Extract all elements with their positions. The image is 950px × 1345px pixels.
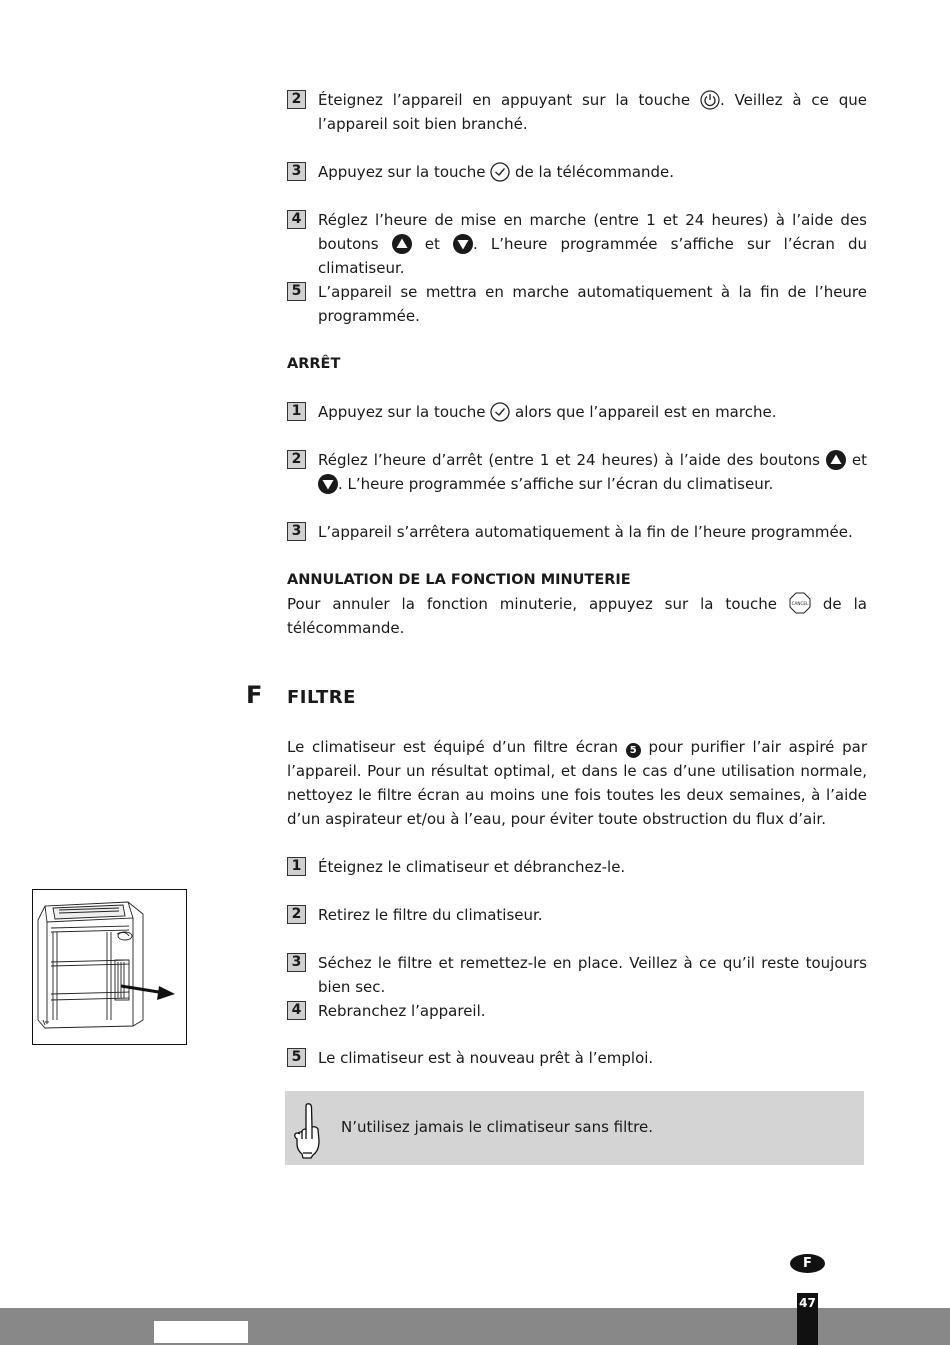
step-number: 4: [287, 1001, 306, 1020]
up-arrow-icon: [826, 450, 846, 470]
section-heading-annulation: ANNULATION DE LA FONCTION MINUTERIE: [287, 572, 631, 588]
step-text: L’appareil se mettra en marche automatiquement à la fin de l’heure programmée.: [318, 283, 867, 325]
step-text: de la télécommande.: [510, 163, 675, 181]
footer-white-block: [154, 1321, 248, 1343]
step-text: . L’heure programmée s’affiche sur l’écran du climatiseur.: [338, 475, 774, 493]
step-text: L’appareil s’arrêtera automatiquement à la fin de l’heure programmée.: [318, 523, 853, 541]
step-3-off: [287, 520, 867, 544]
step-text: . Veillez à ce que l’appareil soit bien branché.: [318, 91, 867, 133]
step-text: Appuyez sur la touche: [318, 403, 491, 421]
marker-5-icon: 5: [626, 743, 641, 758]
step-text: Appuyez sur la touche: [318, 163, 491, 181]
timer-icon: [490, 162, 510, 182]
step-number: 2: [287, 905, 306, 924]
section-heading-arret: ARRÊT: [287, 356, 341, 372]
step-number: 2: [287, 90, 306, 109]
filter-step-3: [287, 951, 867, 999]
step-1-off: [287, 400, 867, 424]
timer-icon: [490, 402, 510, 422]
step-number: 1: [287, 857, 306, 876]
step-number: 4: [287, 210, 306, 229]
down-arrow-icon: [453, 234, 473, 254]
filter-step-1: [287, 855, 867, 879]
step-5-on: [287, 280, 867, 328]
section-heading-filtre: FILTRE: [287, 687, 356, 708]
step-text: Éteignez le climatiseur et débranchez-le.: [318, 858, 626, 876]
step-4-on: [287, 208, 867, 280]
section-letter: F: [246, 681, 263, 709]
warning-box: [285, 1091, 864, 1165]
step-number: 1: [287, 402, 306, 421]
step-text: Retirez le filtre du climatiseur.: [318, 906, 543, 924]
step-number: 3: [287, 162, 306, 181]
step-number: 3: [287, 953, 306, 972]
step-number: 5: [287, 1048, 306, 1067]
air-conditioner-illustration: [33, 890, 185, 1043]
step-text: Réglez l’heure de mise en marche (entre 1 et 24 heures) à l’aide des boutons: [318, 211, 867, 253]
step-3-on: [287, 160, 867, 184]
annulation-text: [287, 592, 867, 640]
step-text: Éteignez l’appareil en appuyant sur la touche: [318, 91, 700, 109]
filter-removal-illustration: [32, 889, 187, 1045]
paragraph-text: Pour annuler la fonction minuterie, appuyez sur la touche: [287, 595, 789, 613]
filter-step-2: [287, 903, 867, 927]
step-2-off: [287, 448, 867, 496]
filtre-intro: [287, 735, 867, 831]
up-arrow-icon: [392, 234, 412, 254]
step-text: alors que l’appareil est en marche.: [510, 403, 777, 421]
step-text: Séchez le filtre et remettez-le en place. Veillez à ce qu’il reste toujours bien sec.: [318, 954, 867, 996]
step-text: Le climatiseur est à nouveau prêt à l’emploi.: [318, 1049, 654, 1067]
step-text: et: [845, 451, 867, 469]
language-badge: F: [790, 1254, 825, 1273]
step-text: . L’heure programmée s’affiche sur l’écran du climatiseur.: [318, 235, 868, 277]
paragraph-text: de la télécommande.: [287, 595, 867, 637]
warning-text: N’utilisez jamais le climatiseur sans filtre.: [341, 1118, 653, 1136]
page-number: 47: [797, 1293, 818, 1345]
step-text: Rebranchez l’appareil.: [318, 1002, 486, 1020]
cancel-icon-label: CANCEL: [791, 601, 809, 606]
power-icon: [700, 90, 720, 110]
step-text: Réglez l’heure d’arrêt (entre 1 et 24 heures) à l’aide des boutons: [318, 451, 826, 469]
down-arrow-icon: [318, 474, 338, 494]
step-number: 2: [287, 450, 306, 469]
pointing-hand-icon: [291, 1101, 325, 1159]
step-number: 3: [287, 522, 306, 541]
filter-step-5: [287, 1046, 867, 1070]
paragraph-text: Le climatiseur est équipé d’un filtre écran: [287, 738, 626, 756]
filter-step-4: [287, 999, 867, 1023]
step-text: et: [411, 235, 454, 253]
paragraph-text: pour purifier l’air aspiré par l’appareil. Pour un résultat optimal, et dans le cas d’une utilisation normale, nettoyez le filtre écran au moins une fois toutes les deux semaines, à l’aide d’un aspirateur et/ou à l’eau, pour éviter toute obstruction du flux d’air.: [287, 738, 867, 828]
cancel-icon: [789, 592, 811, 614]
step-number: 5: [287, 282, 306, 301]
step-2-on: [287, 88, 867, 136]
